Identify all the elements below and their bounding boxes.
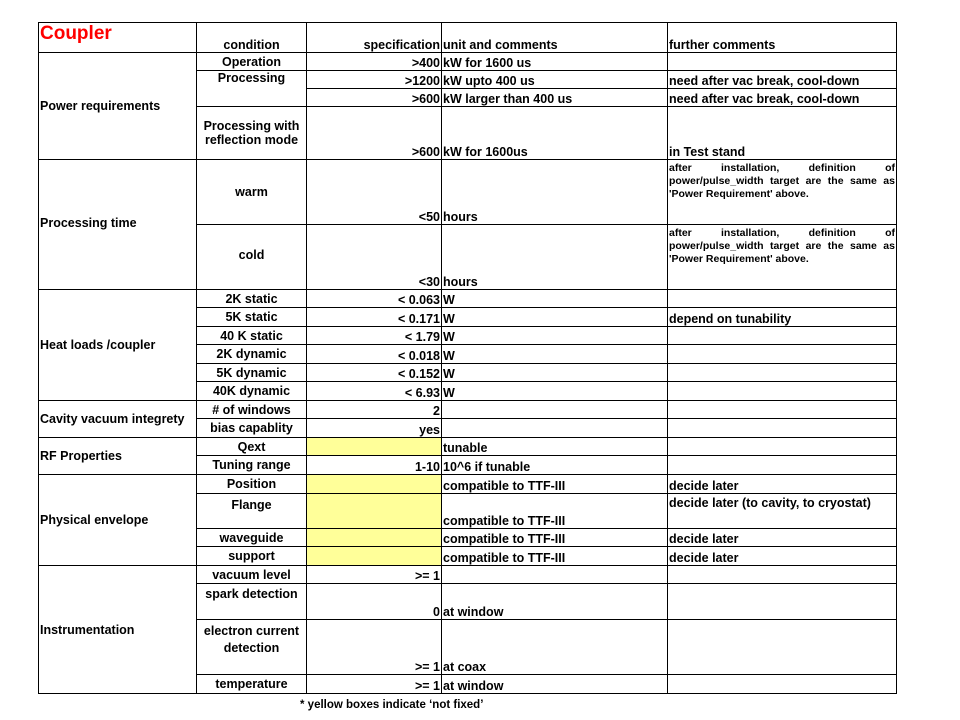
section-rf-properties: RF Properties (39, 438, 197, 475)
further-rf (668, 438, 897, 456)
cond-processing-cont (197, 89, 307, 107)
further-heat (668, 327, 897, 345)
unit-envelope: compatible to TTF-III (442, 529, 668, 547)
cond-processing-reflection: Processing with reflection mode (197, 107, 307, 160)
cond-vacuum: # of windows (197, 401, 307, 419)
unit-envelope: compatible to TTF-III (442, 494, 668, 529)
cond-operation: Operation (197, 53, 307, 71)
cond-rf: Tuning range (197, 456, 307, 475)
header-further: further comments (668, 23, 897, 53)
cond-heat: 5K dynamic (197, 364, 307, 382)
spec-heat: < 6.93 (307, 382, 442, 401)
unit-operation: kW for 1600 us (442, 53, 668, 71)
further-rf (668, 456, 897, 475)
spec-heat: < 0.063 (307, 290, 442, 308)
unit-instrument (442, 566, 668, 584)
section-processing-time: Processing time (39, 160, 197, 290)
unit-instrument: at window (442, 675, 668, 694)
cond-heat: 40 K static (197, 327, 307, 345)
unit-processing-1: kW upto 400 us (442, 71, 668, 89)
spec-processing-reflection: >600 (307, 107, 442, 160)
further-heat (668, 345, 897, 364)
spec-instrument: >= 1 (307, 675, 442, 694)
further-heat (668, 364, 897, 382)
unit-processing-reflection: kW for 1600us (442, 107, 668, 160)
spec-vacuum: yes (307, 419, 442, 438)
unit-rf: 10^6 if tunable (442, 456, 668, 475)
cond-cold: cold (197, 225, 307, 290)
unit-heat: W (442, 345, 668, 364)
cond-envelope: Position (197, 475, 307, 494)
spec-instrument: >= 1 (307, 566, 442, 584)
header-unit: unit and comments (442, 23, 668, 53)
further-instrument (668, 566, 897, 584)
further-heat: depend on tunability (668, 308, 897, 327)
cond-processing: Processing (197, 71, 307, 89)
spec-processing-1: >1200 (307, 71, 442, 89)
cond-envelope: waveguide (197, 529, 307, 547)
further-vacuum (668, 401, 897, 419)
section-heat-loads: Heat loads /coupler (39, 290, 197, 401)
unit-heat: W (442, 382, 668, 401)
unit-heat: W (442, 290, 668, 308)
spec-envelope-not-fixed (307, 494, 442, 529)
spec-cold: <30 (307, 225, 442, 290)
coupler-spec-table (38, 22, 897, 694)
further-operation (668, 53, 897, 71)
spec-instrument: >= 1 (307, 620, 442, 675)
header-specification: specification (307, 23, 442, 53)
cond-instrument: spark detection (197, 584, 307, 620)
further-cold: after installation, definition of power/pulse_width target are the same as 'Power Requirement' above. (668, 225, 897, 290)
table-title: Coupler (39, 23, 197, 53)
further-vacuum (668, 419, 897, 438)
unit-envelope: compatible to TTF-III (442, 475, 668, 494)
further-envelope: decide later (to cavity, to cryostat) (668, 494, 897, 529)
cond-warm: warm (197, 160, 307, 225)
further-processing-1: need after vac break, cool-down (668, 71, 897, 89)
unit-heat: W (442, 327, 668, 345)
further-processing-2: need after vac break, cool-down (668, 89, 897, 107)
section-power-requirements: Power requirements (39, 53, 197, 160)
unit-envelope: compatible to TTF-III (442, 547, 668, 566)
further-heat (668, 290, 897, 308)
cond-instrument: vacuum level (197, 566, 307, 584)
further-envelope: decide later (668, 547, 897, 566)
spec-envelope-not-fixed (307, 547, 442, 566)
spec-instrument: 0 (307, 584, 442, 620)
spec-rf: 1-10 (307, 456, 442, 475)
spec-heat: < 1.79 (307, 327, 442, 345)
section-cavity-vacuum: Cavity vacuum integrety (39, 401, 197, 438)
spec-heat: < 0.171 (307, 308, 442, 327)
header-condition: condition (197, 23, 307, 53)
spec-processing-2: >600 (307, 89, 442, 107)
cond-heat: 40K dynamic (197, 382, 307, 401)
further-processing-reflection: in Test stand (668, 107, 897, 160)
spec-rf-not-fixed (307, 438, 442, 456)
spec-envelope-not-fixed (307, 475, 442, 494)
further-envelope: decide later (668, 529, 897, 547)
unit-processing-2: kW larger than 400 us (442, 89, 668, 107)
cond-rf: Qext (197, 438, 307, 456)
further-heat (668, 382, 897, 401)
unit-vacuum (442, 401, 668, 419)
section-instrumentation: Instrumentation (39, 566, 197, 694)
section-physical-envelope: Physical envelope (39, 475, 197, 566)
unit-cold: hours (442, 225, 668, 290)
spec-heat: < 0.152 (307, 364, 442, 382)
unit-heat: W (442, 308, 668, 327)
unit-warm: hours (442, 160, 668, 225)
footnote: * yellow boxes indicate ‘not fixed’ (300, 699, 484, 711)
cond-heat: 2K static (197, 290, 307, 308)
cond-vacuum: bias capablity (197, 419, 307, 438)
unit-vacuum (442, 419, 668, 438)
cond-heat: 5K static (197, 308, 307, 327)
further-instrument (668, 620, 897, 675)
spec-warm: <50 (307, 160, 442, 225)
cond-heat: 2K dynamic (197, 345, 307, 364)
further-instrument (668, 675, 897, 694)
spec-vacuum: 2 (307, 401, 442, 419)
further-warm: after installation, definition of power/pulse_width target are the same as 'Power Requirement' above. (668, 160, 897, 225)
spec-heat: < 0.018 (307, 345, 442, 364)
further-envelope: decide later (668, 475, 897, 494)
spec-operation: >400 (307, 53, 442, 71)
spec-envelope-not-fixed (307, 529, 442, 547)
cond-instrument: temperature (197, 675, 307, 694)
further-instrument (668, 584, 897, 620)
cond-envelope: Flange (197, 494, 307, 529)
cond-envelope: support (197, 547, 307, 566)
unit-rf: tunable (442, 438, 668, 456)
cond-instrument: electron current detection (197, 620, 307, 675)
unit-instrument: at coax (442, 620, 668, 675)
unit-heat: W (442, 364, 668, 382)
unit-instrument: at window (442, 584, 668, 620)
